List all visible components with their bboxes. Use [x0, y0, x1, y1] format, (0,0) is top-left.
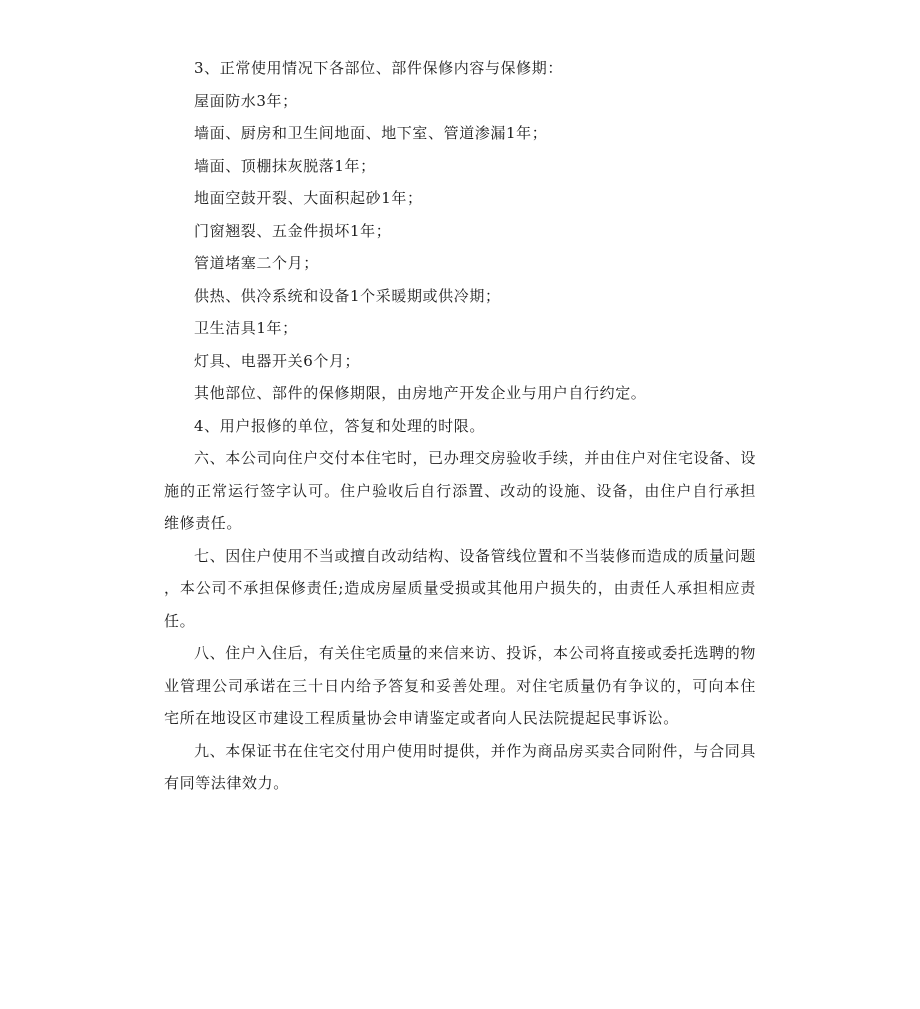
paragraph-floor-cracks: 地面空鼓开裂、大面积起砂1年； — [194, 189, 423, 207]
paragraph-pipe-blockage: 管道堵塞二个月； — [194, 254, 319, 272]
paragraph-sanitary-ware: 卫生洁具1年； — [194, 319, 298, 337]
paragraph-plaster: 墙面、顶棚抹灰脱落1年； — [194, 156, 376, 175]
paragraph-doors-windows: 门窗翘裂、五金件损坏1年； — [194, 221, 392, 240]
paragraph-heating-cooling: 供热、供冷系统和设备1个采暖期或供冷期； — [194, 286, 501, 305]
document-page — [164, 52, 756, 800]
paragraph-warranty-items-intro: 3、正常使用情况下各部位、部件保修内容与保修期： — [194, 59, 563, 77]
paragraph-section-nine: 九、本保证书在住宅交付用户使用时提供，并作为商品房买卖合同附件，与合同具有同等法律效力。 — [164, 741, 756, 792]
paragraph-lighting-switches: 灯具、电器开关6个月； — [194, 351, 361, 370]
paragraph-section-six: 六、本公司向住户交付本住宅时，已办理交房验收手续，并由住户对住宅设备、设施的正常运行签字认可。住户验收后自行添置、改动的设施、设备，由住户自行承担维修责任。 — [164, 449, 756, 532]
paragraph-section-eight: 八、住户入住后，有关住宅质量的来信来访、投诉，本公司将直接或委托选聘的物业管理公司承诺在三十日内给予答复和妥善处理。对住宅质量仍有争议的，可向本住宅所在地设区市建设工程质量协会申请鉴定或者向人民法院提起民事诉讼。 — [164, 644, 756, 727]
paragraph-roof-waterproofing: 屋面防水3年； — [194, 91, 298, 110]
paragraph-leakage: 墙面、厨房和卫生间地面、地下室、管道渗漏1年； — [194, 124, 548, 142]
paragraph-section-seven: 七、因住户使用不当或擅自改动结构、设备管线位置和不当装修而造成的质量问题，本公司不承担保修责任;造成房屋质量受损或其他用户损失的，由责任人承担相应责任。 — [164, 546, 756, 630]
paragraph-other-parts: 其他部位、部件的保修期限，由房地产开发企业与用户自行约定。 — [194, 384, 647, 402]
paragraph-repair-reporting: 4、用户报修的单位，答复和处理的时限。 — [194, 416, 485, 435]
